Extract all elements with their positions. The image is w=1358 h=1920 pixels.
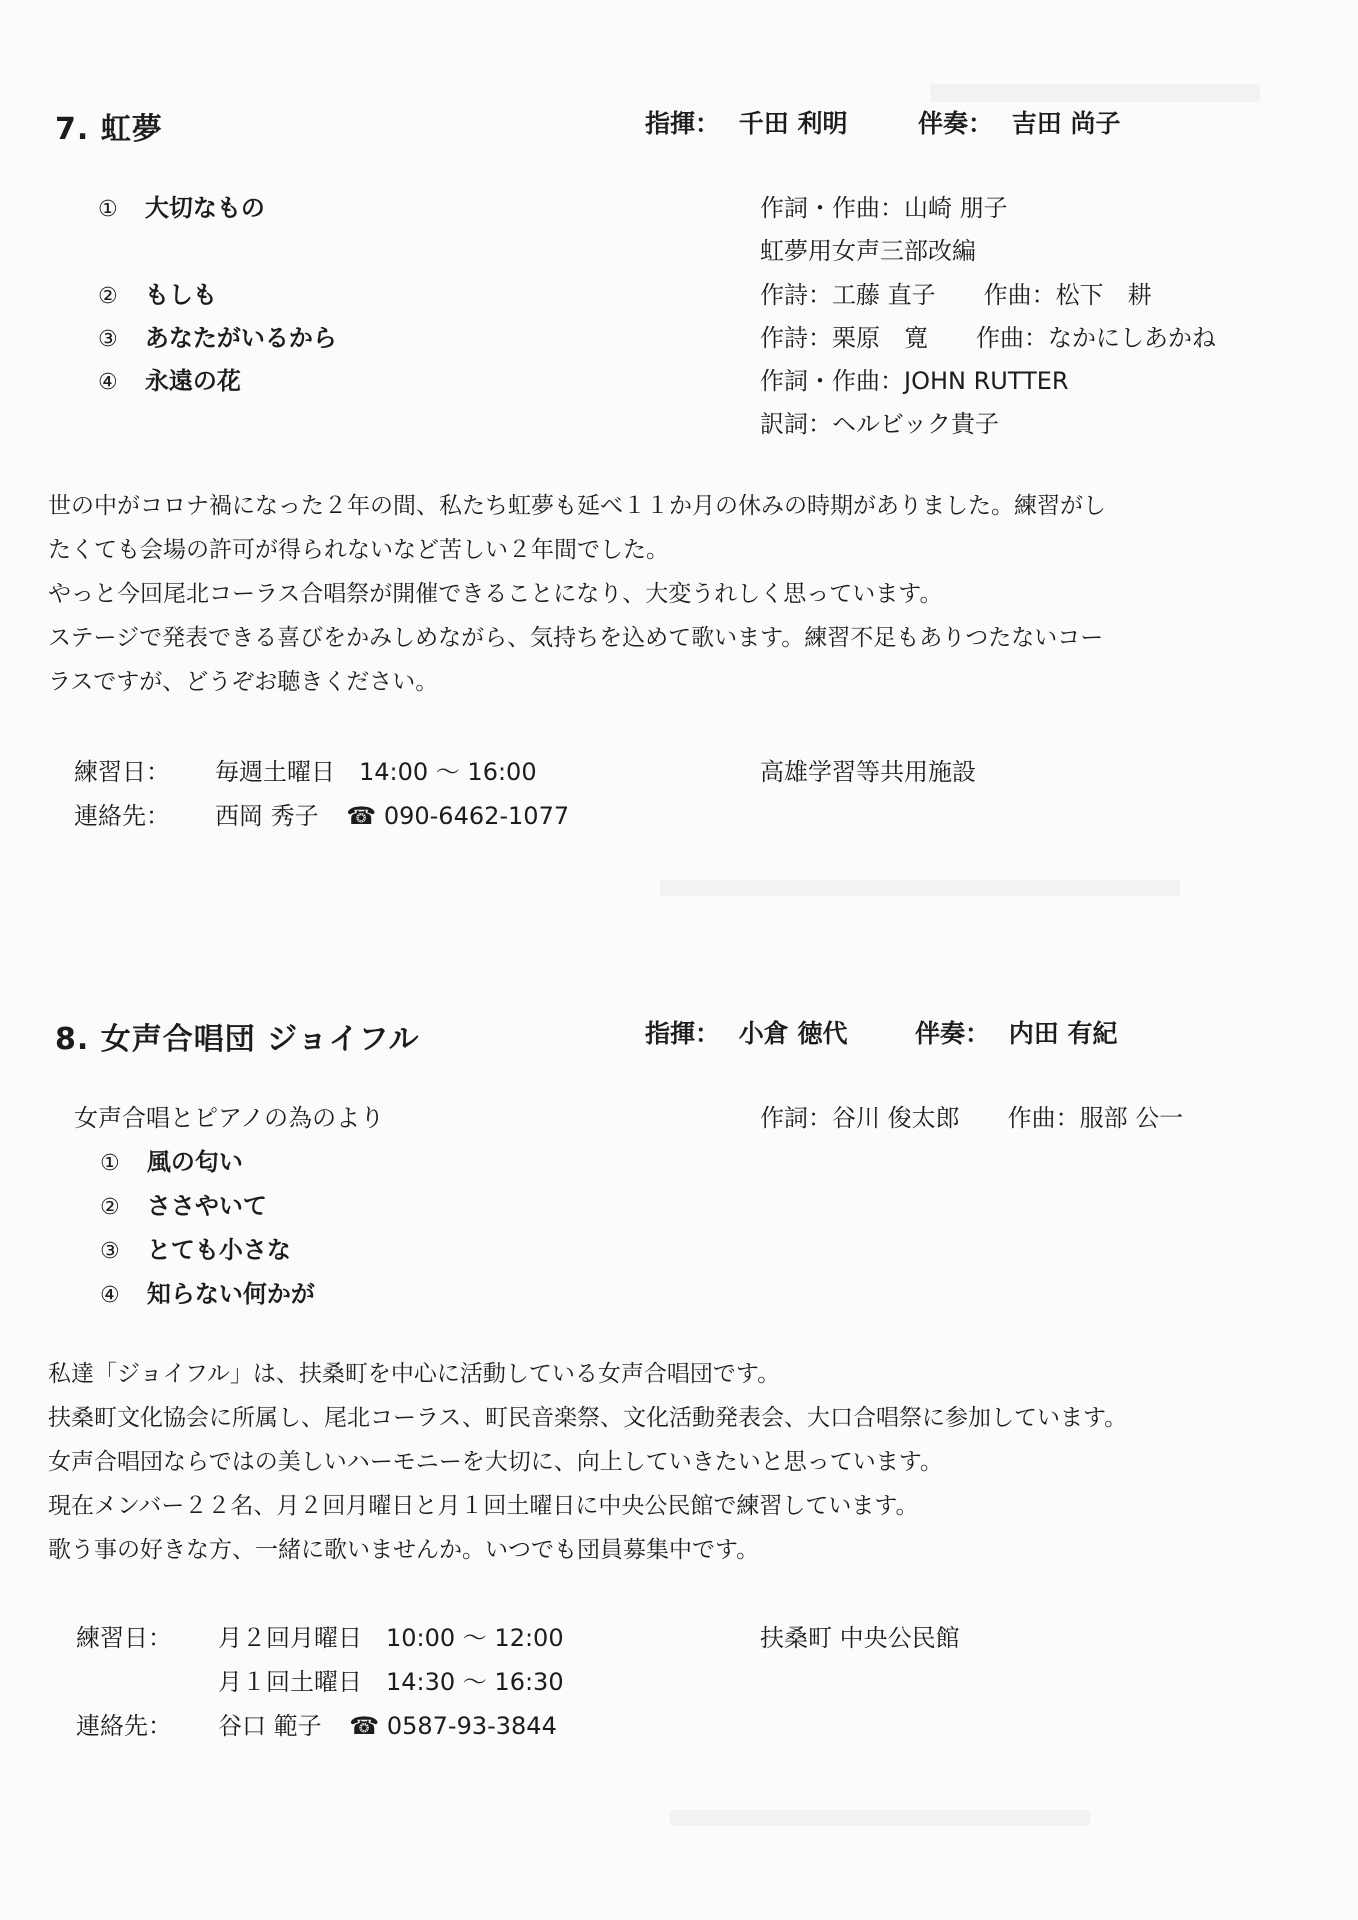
song-title: 永遠の花 (144, 367, 241, 395)
contact-phone: 0587-93-3844 (386, 1712, 557, 1740)
practice-venue: 高雄学習等共用施設 (760, 758, 976, 786)
practice-schedule: 月１回土曜日 14:30 ～ 16:30 (218, 1668, 564, 1696)
description-line: たくても会場の許可が得られないなど苦しい２年間でした。 (48, 537, 669, 563)
section-title: 7. 虹夢 (55, 112, 163, 147)
contact (218, 1706, 557, 1741)
contact-name: 谷口 範子 (218, 1712, 322, 1740)
description-line: ステージで発表できる喜びをかみしめながら、気持ちを込めて歌います。練習不足もありつたないコー (48, 625, 1104, 651)
contact-label: 連絡先： (76, 1712, 172, 1740)
description-line: ラスですが、どうぞお聴きください。 (48, 669, 439, 695)
song-credit: 作詞・作曲：JOHN RUTTER (760, 367, 1069, 395)
song-item (98, 318, 337, 353)
conductor-name: 千田 利明 (738, 109, 848, 138)
song-title: とても小さな (146, 1236, 291, 1264)
conductor (645, 104, 847, 140)
accompanist-name: 吉田 尚子 (1011, 109, 1121, 138)
bleed-through-mark (930, 84, 1260, 102)
description-paragraph (48, 484, 1106, 704)
song-title: あなたがいるから (144, 324, 337, 352)
practice-schedule: 毎週土曜日 14:00 ～ 16:00 (215, 758, 537, 786)
contact (215, 796, 569, 831)
description-paragraph (48, 1352, 1127, 1572)
description-line: 世の中がコロナ禍になった２年の間、私たち虹夢も延べ１１か月の休みの時期がありました。練習がし (48, 493, 1106, 519)
song-number: ② (100, 1195, 120, 1220)
song-item (100, 1142, 243, 1177)
accompanist-label: 伴奏： (918, 109, 994, 138)
phone-icon: ☎ (349, 1712, 380, 1740)
accompanist (918, 104, 1120, 140)
bleed-through-mark (670, 1810, 1090, 1826)
song-credit: 虹夢用女声三部改編 (760, 237, 976, 265)
suite-title: 女声合唱とピアノの為のより (74, 1104, 385, 1132)
practice-schedule: 月２回月曜日 10:00 ～ 12:00 (218, 1624, 564, 1652)
description-line: 女声合唱団ならではの美しいハーモニーを大切に、向上していきたいと思っています。 (48, 1449, 943, 1475)
suite-credit: 作詞：谷川 俊太郎 作曲：服部 公一 (760, 1104, 1184, 1132)
description-line: やっと今回尾北コーラス合唱祭が開催できることになり、大変うれしく思っています。 (48, 581, 943, 607)
conductor-name: 小倉 徳代 (738, 1019, 848, 1048)
song-number: ③ (98, 327, 118, 352)
contact-phone: 090-6462-1077 (383, 802, 570, 830)
practice-venue: 扶桑町 中央公民館 (760, 1624, 960, 1652)
phone-icon: ☎ (346, 802, 377, 830)
song-item (100, 1230, 291, 1265)
song-title: 知らない何かが (146, 1280, 315, 1308)
description-line: 現在メンバー２２名、月２回月曜日と月１回土曜日に中央公民館で練習しています。 (48, 1493, 919, 1519)
song-title: 大切なもの (144, 194, 265, 222)
song-number: ① (100, 1151, 120, 1176)
song-item (98, 361, 241, 396)
song-credit: 訳詞：ヘルビック貴子 (760, 410, 1000, 438)
section-title: 8. 女声合唱団 ジョイフル (55, 1022, 420, 1057)
song-item (98, 188, 265, 223)
conductor-label: 指揮： (645, 1019, 721, 1048)
song-title: 風の匂い (146, 1148, 243, 1176)
description-line: 扶桑町文化協会に所属し、尾北コーラス、町民音楽祭、文化活動発表会、大口合唱祭に参加しています。 (48, 1405, 1128, 1431)
song-credit: 作詞・作曲：山崎 朋子 (760, 194, 1008, 222)
song-credit: 作詩：栗原 寛 作曲：なかにしあかね (760, 324, 1216, 352)
practice-label: 練習日： (74, 758, 170, 786)
accompanist (915, 1014, 1117, 1050)
bleed-through-mark (660, 880, 1180, 896)
accompanist-name: 内田 有紀 (1008, 1019, 1118, 1048)
description-line: 歌う事の好きな方、一緒に歌いませんか。いつでも団員募集中です。 (48, 1537, 760, 1563)
song-number: ④ (100, 1283, 120, 1308)
description-line: 私達「ジョイフル」は、扶桑町を中心に活動している女声合唱団です。 (48, 1361, 781, 1387)
conductor (645, 1014, 847, 1050)
contact-name: 西岡 秀子 (215, 802, 319, 830)
song-number: ④ (98, 370, 118, 395)
song-item (98, 275, 217, 310)
song-item (100, 1186, 267, 1221)
song-number: ③ (100, 1239, 120, 1264)
contact-label: 連絡先： (74, 802, 170, 830)
song-number: ① (98, 197, 118, 222)
song-item (100, 1274, 315, 1309)
song-credit: 作詩：工藤 直子 作曲：松下 耕 (760, 281, 1152, 309)
song-title: ささやいて (146, 1192, 267, 1220)
practice-label: 練習日： (76, 1624, 172, 1652)
conductor-label: 指揮： (645, 109, 721, 138)
song-number: ② (98, 284, 118, 309)
song-title: もしも (144, 281, 217, 309)
accompanist-label: 伴奏： (915, 1019, 991, 1048)
